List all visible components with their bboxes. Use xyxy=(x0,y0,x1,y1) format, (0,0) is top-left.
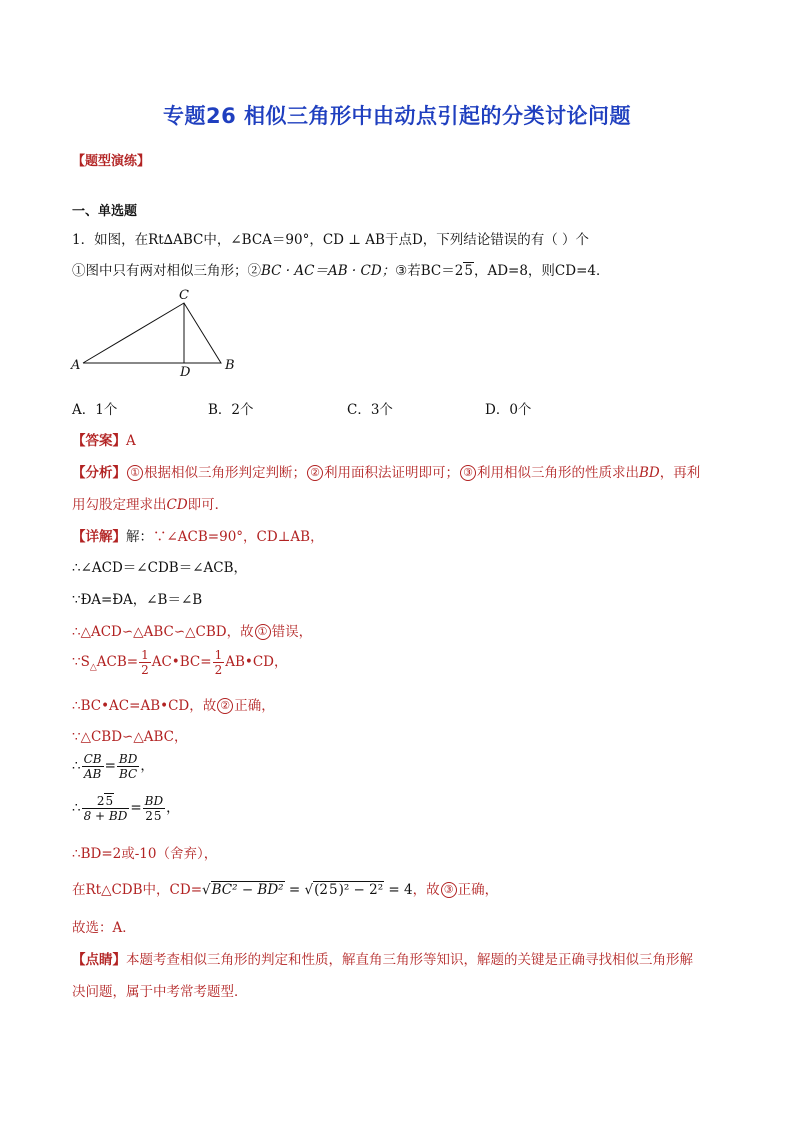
triangle-figure xyxy=(66,286,246,378)
answer-tag: 【答案】 xyxy=(72,433,126,449)
label-a: A xyxy=(71,358,81,373)
detail-line-3: ∵ÐA=ÐA，∠B＝∠B xyxy=(72,592,203,608)
option-b: B．2个 xyxy=(208,402,254,418)
section-heading: 一、单选题 xyxy=(72,204,138,219)
answer-line xyxy=(72,429,136,449)
option-c: C．3个 xyxy=(347,402,393,418)
detail-line-6: ∴BC•AC=AB•CD，故 ② 正确， xyxy=(72,698,275,714)
comment-tag: 【点睛】 xyxy=(72,952,126,968)
label-b: B xyxy=(225,358,235,373)
option-a: A．1个 xyxy=(72,402,118,418)
label-c: C xyxy=(179,288,189,303)
detail-line-2: ∴∠ACD＝∠CDB＝∠ACB， xyxy=(72,560,247,576)
option-d: D．0个 xyxy=(485,402,532,418)
question-line-1: 1．如图，在Rt∆ABC中，∠BCA＝90°，CD ⊥ AB于点D，下列结论错误的有（ ）个 xyxy=(72,232,590,248)
detail-line-1: 【详解】解：∵∠ACB=90°，CD⊥AB， xyxy=(72,529,324,545)
sqrt-symbol: √ xyxy=(202,882,211,898)
circled-2: ② xyxy=(247,263,261,279)
circled-1: ① xyxy=(72,263,86,279)
detail-line-11: 在Rt△CDB中，CD=√BC² − BD² = √(25)² − 2² = 4，故 ③ 正确， xyxy=(72,882,499,898)
circled-3: ③ xyxy=(395,263,408,279)
triangle-outline xyxy=(83,303,221,363)
detail-line-9: ∴ $\frac{25}{8 + BD}$ = $\frac{BD}{25}$ ， xyxy=(72,794,180,823)
comment-line-1: 【点睛】本题考查相似三角形的判定和性质，解直角三角形等知识，解题的关键是正确寻找相似三角形解 xyxy=(72,952,693,968)
question-line-2: ①图中只有两对相似三角形；②BC · AC＝AB · CD；③若BC＝25，AD=8，则CD=4． xyxy=(72,263,610,279)
detail-line-8: ∴ $\frac{CB}{AB}$ = $\frac{BD}{BC}$ ， xyxy=(72,752,154,781)
comment-line-2: 决问题，属于中考常考题型． xyxy=(72,984,248,1000)
analysis-line-1: 【分析】 ① 根据相似三角形判定判断； ② 利用面积法证明即可； ③ 利用相似三角形的性质求出BD，再利 xyxy=(72,465,701,481)
detail-line-4: ∴△ACD∽△ABC∽△CBD，故 ① 错误， xyxy=(72,624,313,640)
detail-line-10: ∴BD=2或-10（舍弃）， xyxy=(72,846,218,862)
detail-line-12: 故选：A． xyxy=(72,920,136,936)
analysis-tag: 【分析】 xyxy=(72,465,126,481)
detail-line-7: ∵△CBD∽△ABC， xyxy=(72,729,188,745)
page-title: 专题26 相似三角形中由动点引起的分类讨论问题 xyxy=(162,104,632,128)
section-tag: 【题型演练】 xyxy=(72,154,151,169)
label-d: D xyxy=(180,365,191,378)
detail-tag: 【详解】 xyxy=(72,529,126,545)
answer-value: A xyxy=(126,433,136,449)
analysis-line-2: 用勾股定理求出CD即可． xyxy=(72,497,229,513)
detail-line-5: $\because S_\triangle ACB=$ $\frac{1}{2}$ AC•BC= $\frac{1}{2}$ AB•CD， xyxy=(72,648,288,677)
